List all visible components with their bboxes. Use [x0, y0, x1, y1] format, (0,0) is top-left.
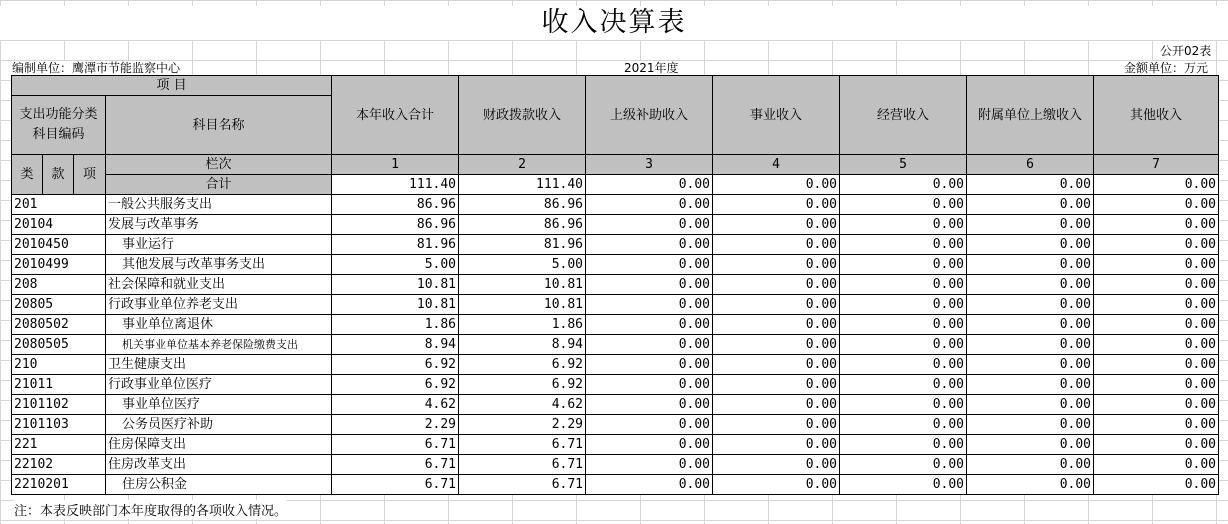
row-value: 0.00 — [1094, 355, 1219, 375]
row-value: 0.00 — [967, 355, 1094, 375]
row-code: 2080505 — [12, 335, 106, 355]
row-value: 8.94 — [459, 335, 586, 355]
row-value: 0.00 — [840, 215, 967, 235]
col-index: 7 — [1094, 155, 1219, 175]
row-subject-name: 行政事业单位医疗 — [106, 375, 332, 395]
row-value: 0.00 — [586, 215, 713, 235]
row-value: 0.00 — [713, 255, 840, 275]
col-index: 6 — [967, 155, 1094, 175]
row-subject-name: 住房保障支出 — [106, 435, 332, 455]
row-subject-name: 发展与改革事务 — [106, 215, 332, 235]
row-code: 221 — [12, 435, 106, 455]
row-value: 86.96 — [332, 195, 459, 215]
row-subject-name: 住房公积金 — [106, 475, 332, 495]
income-table — [11, 75, 1219, 495]
total-label: 合计 — [106, 175, 332, 195]
row-code: 2101103 — [12, 415, 106, 435]
row-code: 2101102 — [12, 395, 106, 415]
row-code: 20104 — [12, 215, 106, 235]
row-value: 0.00 — [1094, 415, 1219, 435]
row-value: 6.92 — [332, 375, 459, 395]
table-row — [12, 255, 1219, 275]
table-row — [12, 475, 1219, 495]
row-value: 0.00 — [1094, 195, 1219, 215]
unit-label: 编制单位：鹰潭市节能监察中心 — [12, 61, 181, 75]
row-value: 6.71 — [459, 455, 586, 475]
total-value: 111.40 — [332, 175, 459, 195]
row-value: 10.81 — [332, 295, 459, 315]
row-value: 0.00 — [967, 255, 1094, 275]
row-value: 0.00 — [713, 415, 840, 435]
row-value: 0.00 — [840, 375, 967, 395]
row-value: 0.00 — [840, 475, 967, 495]
row-value: 0.00 — [586, 455, 713, 475]
table-row — [12, 295, 1219, 315]
row-value: 0.00 — [967, 435, 1094, 455]
row-subject-name: 事业单位医疗 — [106, 395, 332, 415]
row-value: 10.81 — [459, 275, 586, 295]
row-value: 0.00 — [967, 195, 1094, 215]
footnote: 注：本表反映部门本年度取得的各项收入情况。 — [14, 500, 287, 519]
row-value: 0.00 — [586, 315, 713, 335]
row-subject-name: 住房改革支出 — [106, 455, 332, 475]
row-value: 0.00 — [586, 355, 713, 375]
header-col-1: 本年收入合计 — [332, 76, 459, 155]
row-value: 0.00 — [586, 275, 713, 295]
row-value: 0.00 — [967, 395, 1094, 415]
total-value: 111.40 — [459, 175, 586, 195]
row-value: 0.00 — [713, 215, 840, 235]
row-value: 86.96 — [459, 195, 586, 215]
row-value: 0.00 — [713, 275, 840, 295]
row-code: 2080502 — [12, 315, 106, 335]
row-code: 210 — [12, 355, 106, 375]
header-func-code: 支出功能分类科目编码 — [12, 96, 106, 155]
row-value: 0.00 — [1094, 335, 1219, 355]
row-value: 0.00 — [713, 315, 840, 335]
table-row — [12, 375, 1219, 395]
col-index: 2 — [459, 155, 586, 175]
row-value: 6.92 — [459, 375, 586, 395]
row-value: 0.00 — [967, 475, 1094, 495]
row-code: 201 — [12, 195, 106, 215]
col-index: 4 — [713, 155, 840, 175]
row-value: 0.00 — [713, 455, 840, 475]
table-row — [12, 455, 1219, 475]
row-value: 4.62 — [459, 395, 586, 415]
row-value: 0.00 — [967, 315, 1094, 335]
row-value: 0.00 — [967, 215, 1094, 235]
row-value: 0.00 — [967, 455, 1094, 475]
table-row — [12, 335, 1219, 355]
row-value: 0.00 — [586, 195, 713, 215]
row-value: 0.00 — [1094, 255, 1219, 275]
year-label: 2021年度 — [624, 61, 679, 75]
header-col-2: 财政拨款收入 — [459, 76, 586, 155]
row-value: 0.00 — [840, 355, 967, 375]
header-col-6: 附属单位上缴收入 — [967, 76, 1094, 155]
col-index: 5 — [840, 155, 967, 175]
row-subject-name: 事业运行 — [106, 235, 332, 255]
row-code: 22102 — [12, 455, 106, 475]
table-row — [12, 215, 1219, 235]
row-value: 10.81 — [459, 295, 586, 315]
header-xiang: 项 — [74, 155, 106, 195]
row-value: 0.00 — [586, 235, 713, 255]
row-subject-name: 社会保障和就业支出 — [106, 275, 332, 295]
row-value: 0.00 — [1094, 315, 1219, 335]
row-value: 81.96 — [459, 235, 586, 255]
row-value: 6.92 — [332, 355, 459, 375]
row-value: 5.00 — [459, 255, 586, 275]
row-value: 0.00 — [586, 295, 713, 315]
col-index: 3 — [586, 155, 713, 175]
row-value: 5.00 — [332, 255, 459, 275]
row-value: 0.00 — [967, 235, 1094, 255]
row-value: 0.00 — [586, 395, 713, 415]
row-value: 0.00 — [967, 275, 1094, 295]
row-subject-name: 机关事业单位基本养老保险缴费支出 — [106, 335, 332, 355]
table-row — [12, 395, 1219, 415]
row-value: 0.00 — [713, 335, 840, 355]
row-value: 0.00 — [586, 415, 713, 435]
row-value: 0.00 — [713, 235, 840, 255]
table-row — [12, 415, 1219, 435]
row-value: 1.86 — [332, 315, 459, 335]
row-subject-name: 一般公共服务支出 — [106, 195, 332, 215]
header-col-3: 上级补助收入 — [586, 76, 713, 155]
row-value: 0.00 — [1094, 275, 1219, 295]
row-value: 0.00 — [967, 335, 1094, 355]
row-value: 0.00 — [713, 375, 840, 395]
row-value: 0.00 — [713, 435, 840, 455]
table-body — [12, 195, 1219, 495]
row-value: 0.00 — [1094, 235, 1219, 255]
row-value: 6.71 — [332, 435, 459, 455]
row-value: 0.00 — [967, 375, 1094, 395]
row-code: 2210201 — [12, 475, 106, 495]
row-value: 81.96 — [332, 235, 459, 255]
header-subject-name: 科目名称 — [106, 96, 332, 155]
row-value: 0.00 — [1094, 435, 1219, 455]
row-value: 0.00 — [967, 415, 1094, 435]
row-value: 0.00 — [840, 275, 967, 295]
row-value: 0.00 — [1094, 475, 1219, 495]
total-value: 0.00 — [1094, 175, 1219, 195]
row-value: 0.00 — [586, 255, 713, 275]
row-value: 0.00 — [840, 195, 967, 215]
total-value: 0.00 — [586, 175, 713, 195]
row-value: 86.96 — [332, 215, 459, 235]
row-value: 0.00 — [840, 395, 967, 415]
row-value: 0.00 — [713, 195, 840, 215]
row-value: 0.00 — [1094, 215, 1219, 235]
page-title: 收入决算表 — [0, 6, 1228, 40]
row-code: 208 — [12, 275, 106, 295]
row-subject-name: 事业单位离退休 — [106, 315, 332, 335]
row-value: 0.00 — [967, 295, 1094, 315]
row-code: 21011 — [12, 375, 106, 395]
row-value: 6.71 — [459, 475, 586, 495]
header-lei: 类 — [12, 155, 43, 195]
row-value: 0.00 — [840, 435, 967, 455]
header-col-7: 其他收入 — [1094, 76, 1219, 155]
row-value: 2.29 — [459, 415, 586, 435]
row-value: 6.71 — [332, 455, 459, 475]
table-row — [12, 275, 1219, 295]
amount-unit-label: 金额单位：万元 — [1124, 61, 1209, 75]
row-subject-name: 公务员医疗补助 — [106, 415, 332, 435]
row-value: 0.00 — [586, 375, 713, 395]
row-value: 6.71 — [332, 475, 459, 495]
row-value: 0.00 — [840, 315, 967, 335]
row-value: 0.00 — [586, 435, 713, 455]
row-value: 1.86 — [459, 315, 586, 335]
header-kuan: 款 — [43, 155, 74, 195]
total-value: 0.00 — [840, 175, 967, 195]
row-value: 0.00 — [1094, 375, 1219, 395]
table-row — [12, 355, 1219, 375]
row-code: 2010499 — [12, 255, 106, 275]
row-value: 0.00 — [840, 415, 967, 435]
row-value: 0.00 — [840, 455, 967, 475]
row-value: 0.00 — [586, 335, 713, 355]
row-subject-name: 其他发展与改革事务支出 — [106, 255, 332, 275]
table-row — [12, 195, 1219, 215]
total-value: 0.00 — [967, 175, 1094, 195]
row-value: 0.00 — [713, 395, 840, 415]
total-value: 0.00 — [713, 175, 840, 195]
row-value: 10.81 — [332, 275, 459, 295]
row-value: 2.29 — [332, 415, 459, 435]
row-value: 0.00 — [1094, 395, 1219, 415]
row-value: 6.71 — [459, 435, 586, 455]
row-subject-name: 行政事业单位养老支出 — [106, 295, 332, 315]
row-value: 0.00 — [586, 475, 713, 495]
row-value: 0.00 — [713, 355, 840, 375]
row-value: 0.00 — [1094, 455, 1219, 475]
row-value: 0.00 — [840, 255, 967, 275]
header-col-4: 事业收入 — [713, 76, 840, 155]
row-value: 0.00 — [713, 295, 840, 315]
row-value: 8.94 — [332, 335, 459, 355]
row-value: 0.00 — [713, 475, 840, 495]
header-lanci: 栏次 — [106, 155, 332, 175]
row-value: 6.92 — [459, 355, 586, 375]
table-row — [12, 315, 1219, 335]
row-value: 4.62 — [332, 395, 459, 415]
form-code: 公开02表 — [1160, 44, 1212, 58]
table-row — [12, 435, 1219, 455]
row-code: 20805 — [12, 295, 106, 315]
row-value: 0.00 — [1094, 295, 1219, 315]
row-value: 0.00 — [840, 335, 967, 355]
table-row — [12, 235, 1219, 255]
header-col-5: 经营收入 — [840, 76, 967, 155]
row-value: 0.00 — [840, 235, 967, 255]
row-value: 86.96 — [459, 215, 586, 235]
col-index: 1 — [332, 155, 459, 175]
row-subject-name: 卫生健康支出 — [106, 355, 332, 375]
row-value: 0.00 — [840, 295, 967, 315]
header-item: 项 目 — [12, 76, 332, 96]
row-code: 2010450 — [12, 235, 106, 255]
